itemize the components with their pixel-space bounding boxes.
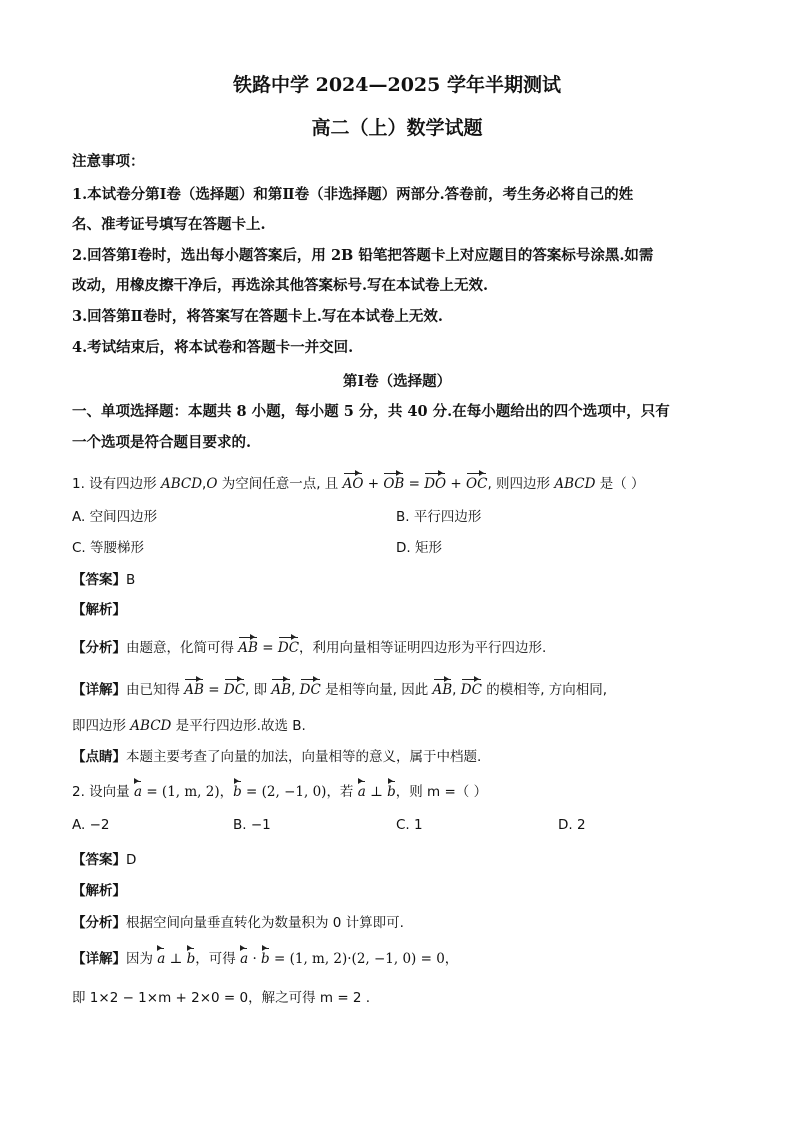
note-2a: 2.回答第Ⅰ卷时，选出每小题答案后，用 2B 铅笔把答题卡上对应题目的答案标号涂黑.如需: [72, 247, 654, 264]
vector-a: a: [157, 951, 166, 967]
vector-dc: DC: [277, 640, 300, 656]
q1-answer: [72, 568, 135, 588]
equals-sign: =: [404, 476, 425, 492]
q2-option-c: C. 1: [396, 817, 423, 833]
vector-dc: DC: [299, 682, 321, 698]
note-2b: 改动，用橡皮擦干净后，再选涂其他答案标号.写在本试卷上无效.: [72, 277, 489, 294]
xiangjie-tag: 【详解】: [72, 951, 126, 967]
vector-a: a: [357, 784, 366, 800]
q1-abcd: ABCD: [160, 476, 203, 492]
q2-answer: [72, 848, 136, 868]
perp-sign: ⊥: [365, 784, 388, 800]
notes-heading: 注意事项：: [72, 153, 145, 170]
vector-ao: AO: [342, 476, 364, 492]
q1-stem: [72, 472, 645, 492]
q1-xj2-text: 即四边形: [72, 718, 131, 734]
exam-subtitle: 高二（上）数学试题: [311, 117, 483, 139]
q1-xj-text: 由已知得: [126, 682, 185, 698]
note-1b: 名、准考证号填写在答题卡上.: [72, 216, 266, 233]
q1-xj-text: ,: [452, 682, 461, 698]
vector-ob: OB: [383, 476, 405, 492]
q1-option-d: D. 矩形: [396, 540, 442, 556]
answer-value: D: [126, 852, 137, 868]
q1-point-o: O: [206, 476, 218, 492]
q1-stem-text: , 则四边形: [487, 476, 555, 492]
dot-sign: ·: [248, 951, 262, 967]
q2-stem-text: ，则 m =（ ）: [395, 784, 488, 800]
note-1a: 1.本试卷分第Ⅰ卷（选择题）和第Ⅱ卷（非选择题）两部分.答卷前，考生务必将自己的姓: [72, 186, 634, 203]
equals-sign: =: [203, 682, 224, 698]
vector-b-value: = (2, −1, 0): [241, 784, 327, 800]
vector-b: b: [261, 951, 270, 967]
q2-stem-text: ，: [219, 784, 234, 800]
q1-xiangjie-2: [72, 714, 306, 734]
vector-ab: AB: [271, 682, 292, 698]
q2-xiangjie: [72, 947, 458, 967]
q1-xj-text: 是相等向量, 因此: [320, 682, 433, 698]
q1-xj-text: 的模相等, 方向相同,: [481, 682, 608, 698]
q1-abcd: ABCD: [554, 476, 596, 492]
q2-xj-text: ，可得: [195, 951, 241, 967]
q2-stem: [72, 780, 487, 800]
q1-dianjing: [72, 745, 481, 765]
section-intro-b: 一个选项是符合题目要求的.: [72, 434, 252, 451]
q1-xj-text: , 即: [245, 682, 272, 698]
analysis-tag: 【解析】: [72, 602, 126, 618]
q1-option-a: A. 空间四边形: [72, 509, 158, 525]
vector-a: a: [240, 951, 249, 967]
q2-stem-text: ，若: [326, 784, 358, 800]
q2-xj-text: 因为: [126, 951, 158, 967]
plus-sign: +: [446, 476, 467, 492]
q1-analysis-tag: [72, 598, 126, 618]
vector-b: b: [387, 784, 396, 800]
q1-comma: ,: [202, 476, 207, 492]
plus-sign: +: [363, 476, 384, 492]
q1-dianjing-text: 本题主要考查了向量的加法，向量相等的意义，属于中档题.: [126, 749, 482, 765]
q1-xj2-text: 是平行四边形.故选 B.: [171, 718, 306, 734]
q2-fenxi: [72, 911, 404, 931]
q1-fenxi-text: ，利用向量相等证明四边形为平行四边形.: [299, 640, 547, 656]
q1-abcd: ABCD: [130, 718, 172, 734]
xiangjie-tag: 【详解】: [72, 682, 126, 698]
fenxi-tag: 【分析】: [72, 640, 126, 656]
q1-stem-text: 是（ ）: [595, 476, 645, 492]
vector-dc: DC: [460, 682, 482, 698]
q2-xiangjie-2: 即 1×2 − 1×m + 2×0 = 0，解之可得 m = 2 .: [72, 990, 371, 1006]
q1-fenxi: [72, 636, 546, 656]
vector-a: a: [133, 784, 143, 800]
dianjing-tag: 【点睛】: [72, 749, 126, 765]
equals-sign: =: [257, 640, 278, 656]
q1-stem-text: 1. 设有四边形: [72, 476, 161, 492]
vector-do: DO: [424, 476, 447, 492]
part-title: 第Ⅰ卷（选择题）: [342, 373, 452, 390]
q1-xj-text: ,: [291, 682, 300, 698]
fenxi-tag: 【分析】: [72, 915, 126, 931]
vector-dc: DC: [223, 682, 246, 698]
q2-analysis-tag: [72, 879, 126, 899]
exam-title: 铁路中学 2024—2025 学年半期测试: [233, 74, 561, 96]
vector-ab: AB: [432, 682, 453, 698]
q2-stem-text: 2. 设向量: [72, 784, 134, 800]
note-4: 4.考试结束后，将本试卷和答题卡一并交回.: [72, 339, 354, 356]
answer-value: B: [126, 572, 136, 588]
answer-tag: 【答案】: [72, 572, 126, 588]
perp-sign: ⊥: [165, 951, 187, 967]
q2-fenxi-text: 根据空间向量垂直转化为数量积为 0 计算即可.: [126, 915, 404, 931]
analysis-tag: 【解析】: [72, 883, 126, 899]
q2-option-a: A. −2: [72, 817, 110, 833]
vector-b: b: [233, 784, 242, 800]
q1-xiangjie: [72, 678, 607, 698]
vector-ab: AB: [238, 640, 258, 656]
vector-oc: OC: [466, 476, 488, 492]
q1-stem-text: 为空间任意一点, 且: [217, 476, 343, 492]
q1-fenxi-text: 由题意，化简可得: [126, 640, 239, 656]
note-3: 3.回答第Ⅱ卷时，将答案写在答题卡上.写在本试卷上无效.: [72, 308, 443, 325]
q2-option-b: B. −1: [233, 817, 271, 833]
q1-option-c: C. 等腰梯形: [72, 540, 145, 556]
vector-a-value: = (1, m, 2): [142, 784, 220, 800]
q1-option-b: B. 平行四边形: [396, 509, 482, 525]
vector-b: b: [186, 951, 196, 967]
answer-tag: 【答案】: [72, 852, 126, 868]
q2-option-d: D. 2: [558, 817, 586, 833]
vector-ab: AB: [184, 682, 204, 698]
section-intro-a: 一、单项选择题：本题共 8 小题，每小题 5 分，共 40 分.在每小题给出的四个选项中，只有: [72, 403, 670, 420]
q2-xj-equation: = (1, m, 2)·(2, −1, 0) = 0，: [269, 951, 459, 967]
